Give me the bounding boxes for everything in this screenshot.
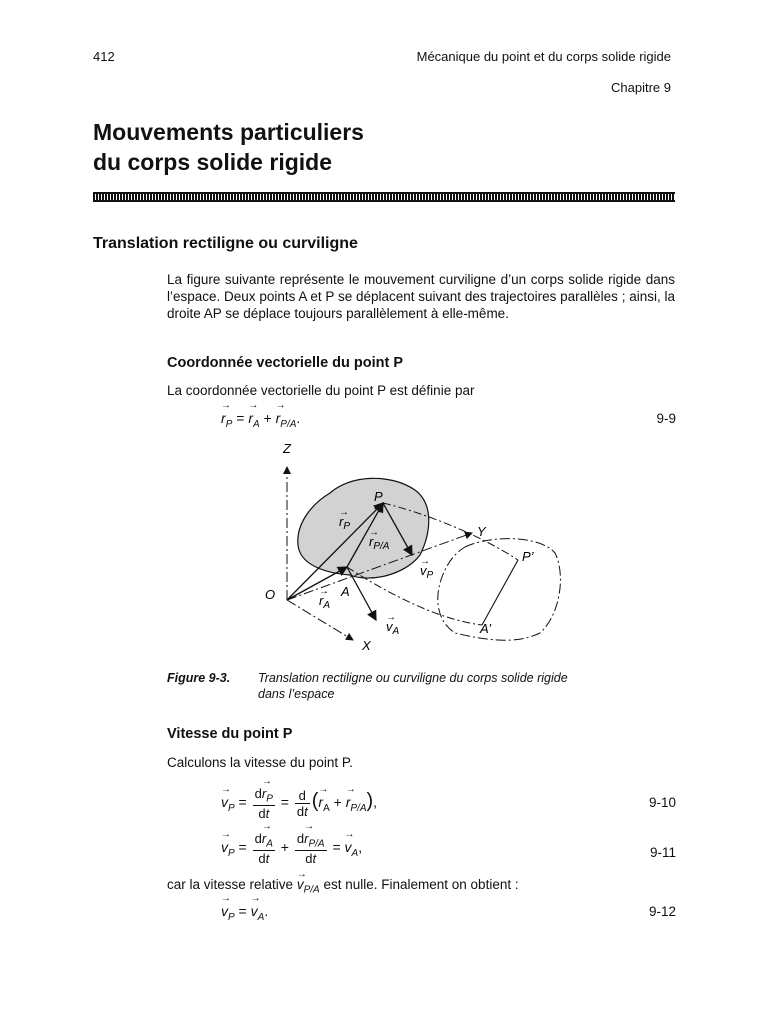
figure-translation-diagram: [250, 435, 580, 660]
relative-velocity-sentence: car la vitesse relative → $v_{P/A}$ est nulle. Finalement on obtient :: [167, 876, 519, 899]
label-vA: $v_A$: [386, 619, 400, 637]
relative-velocity-text-end: est nulle. Finalement on obtient :: [323, 877, 519, 892]
arrow-rA: →: [319, 586, 329, 597]
intro-text: La figure suivante représente le mouvement curviligne d’un corps solide rigide dans l’espace. Deux points A et P se déplacent suivant des trajectoires parallèles ; ainsi, la droite AP se déplace toujours parallèlement à elle-même.: [167, 272, 675, 321]
body-outline-displaced: [438, 539, 561, 641]
arrow-rPA: →: [369, 527, 379, 538]
section-title: Translation rectiligne ou curviligne: [93, 235, 358, 252]
equation-number-9-9: 9-9: [656, 411, 676, 426]
label-A-prime: A’: [480, 621, 492, 636]
arrow-rP: →: [339, 507, 349, 518]
chapter-label: Chapitre 9: [611, 80, 671, 95]
chapter-title-line2: du corps solide rigide: [93, 149, 332, 175]
intro-paragraph: [167, 271, 675, 322]
subsection-position-title: Coordonnée vectorielle du point P: [167, 355, 404, 371]
vector-rA: [287, 567, 347, 600]
label-P: P: [374, 489, 383, 504]
label-Y: Y: [477, 524, 486, 539]
page-number: 412: [93, 49, 115, 64]
equation-9-10: → $v_P$ = $\frac{d\to r_P}{dt}$ = $\frac{d}{dt}$ (→ $r_A$ + → $r_{P/A}$),: [221, 786, 377, 821]
title-rule: [93, 192, 675, 202]
relative-velocity-text: car la vitesse relative: [167, 877, 294, 892]
figure-caption-line1: Translation rectiligne ou curviligne du corps solide rigide: [258, 671, 568, 685]
segment-AP-displaced: [482, 560, 518, 625]
equation-9-12: → $v_P$ = → $v_A$.: [221, 903, 268, 923]
label-X: X: [362, 638, 371, 653]
label-rA: $r_A$: [319, 593, 331, 611]
label-A: A: [341, 584, 350, 599]
body-shaded: [298, 478, 429, 578]
subsection-velocity-title: Vitesse du point P: [167, 726, 293, 742]
label-Z: Z: [283, 441, 291, 456]
label-rP: $r_P$: [339, 514, 351, 532]
figure-caption-line2: dans l’espace: [258, 687, 335, 701]
subsection-velocity-text: Calculons la vitesse du point P.: [167, 755, 353, 770]
equation-number-9-11: 9-11: [649, 845, 676, 860]
label-vP: $v_P$: [420, 563, 434, 581]
equation-number-9-10: 9-10: [648, 795, 676, 810]
label-rPA: $r_{P/A}$: [369, 534, 390, 552]
equation-9-11: → $v_P$ = $\frac{d\to r_A}{dt}$ + $\frac{d\to r_{P/A}}{dt}$ = → $v_A$,: [221, 831, 362, 866]
subsection-position-text: La coordonnée vectorielle du point P est définie par: [167, 383, 475, 398]
label-O: O: [265, 587, 276, 602]
equation-9-9: → $r_P$ = → $r_A$ + → $r_{P/A}$.: [221, 410, 300, 430]
arrow-vP: →: [420, 556, 430, 567]
figure-caption-text: [258, 670, 678, 702]
equation-number-9-12: 9-12: [648, 904, 676, 919]
chapter-title-line1: Mouvements particuliers: [93, 119, 364, 145]
arrow-vA: →: [386, 612, 396, 623]
running-header-title: Mécanique du point et du corps solide rigide: [416, 49, 671, 64]
figure-caption-label: Figure 9-3.: [167, 671, 231, 685]
chapter-title: [93, 117, 364, 177]
label-P-prime: P’: [522, 549, 534, 564]
